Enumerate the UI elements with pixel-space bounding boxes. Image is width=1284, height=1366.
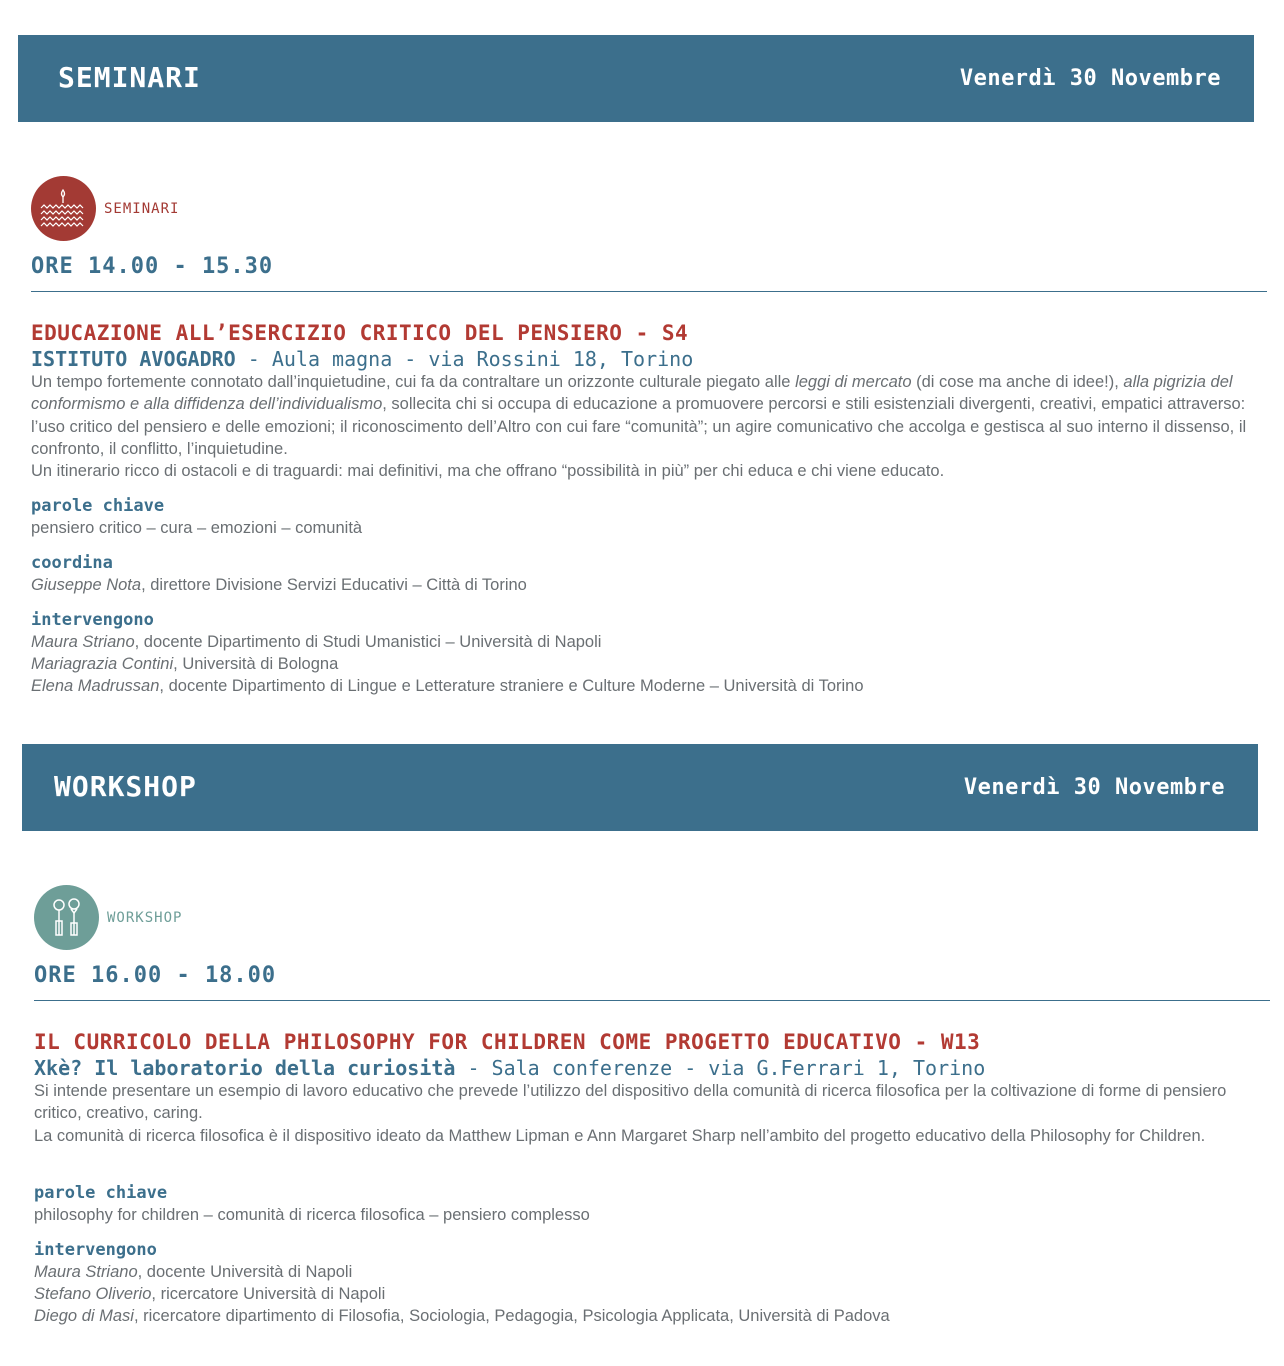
description-paragraph: Un tempo fortemente connotato dall’inquietudine, cui fa da contraltare un orizzonte culturale piegato alle leggi di mercato (di cose ma anche di idee!), alla pigrizia del conformismo e alla diffidenza dell’individualismo, sollecita chi si occupa di educazione a promuovere percorsi e stili esistenziali divergenti, creativi, empatici attraverso: l’uso critico del pensiero e delle emozioni; il riconoscimento dell’Altro con cui fare “comunità”; un agire comunicativo che accolga e gestisca al suo interno il dissenso, il confronto, il conflitto, l’inquietudine. xyxy=(31,373,1247,458)
tools-icon xyxy=(34,885,99,950)
speaker-item: Maura Striano, docente Dipartimento di Studi Umanistici – Università di Napoli xyxy=(31,633,602,651)
keywords-text: philosophy for children – comunità di ricerca filosofica – pensiero complesso xyxy=(34,1206,590,1224)
divider xyxy=(31,291,1267,292)
session-time: ORE 14.00 - 15.30 xyxy=(31,254,274,279)
speakers-list xyxy=(31,631,864,698)
category-label: WORKSHOP xyxy=(107,910,183,926)
workshop-header-band xyxy=(22,744,1258,831)
session-time: ORE 16.00 - 18.00 xyxy=(34,963,277,988)
coordinator-text xyxy=(31,574,527,596)
speaker-item: Maura Striano, docente Università di Napoli xyxy=(34,1263,353,1281)
speakers-label: intervengono xyxy=(31,610,154,630)
speaker-item: Diego di Masi, ricercatore dipartimento di Filosofia, Sociologia, Pedagogia, Psicologia Applicata, Università di Padova xyxy=(34,1307,890,1326)
section-date: Venerdì 30 Novembre xyxy=(963,775,1225,800)
coordinator-role: , direttore Divisione Servizi Educativi – Città di Torino xyxy=(141,576,527,594)
speakers-list xyxy=(34,1261,890,1328)
event-title: IL CURRICOLO DELLA PHILOSOPHY FOR CHILDREN COME PROGETTO EDUCATIVO - W13 xyxy=(34,1030,981,1054)
venue-name: Xkè? Il laboratorio della curiosità xyxy=(34,1056,456,1080)
coordinator-name: Giuseppe Nota xyxy=(31,576,142,594)
speaker-item: Stefano Oliverio, ricercatore Università di Napoli xyxy=(34,1285,386,1304)
crowd-flame-icon xyxy=(31,176,96,241)
keywords-label: parole chiave xyxy=(34,1183,168,1203)
event-description xyxy=(34,1080,1264,1147)
coordinator-label: coordina xyxy=(31,553,113,573)
section-title: SEMINARI xyxy=(58,61,201,94)
seminari-header-band xyxy=(18,35,1254,122)
section-title: WORKSHOP xyxy=(54,770,197,803)
description-paragraph: Un itinerario ricco di ostacoli e di traguardi: mai definitivi, ma che offrano “possibilità in più” per chi educa e chi viene educato. xyxy=(31,462,945,481)
keywords-label: parole chiave xyxy=(31,496,165,516)
speakers-label: intervengono xyxy=(34,1240,157,1260)
event-venue xyxy=(34,1056,985,1080)
divider xyxy=(34,1000,1270,1001)
venue-name: ISTITUTO AVOGADRO xyxy=(31,347,236,371)
venue-details: - Sala conferenze - via G.Ferrari 1, Torino xyxy=(455,1056,986,1080)
description-paragraph: Si intende presentare un esempio di lavoro educativo che prevede l’utilizzo del dispositivo della comunità di ricerca filosofica per la coltivazione di forme di pensiero critico, creativo, caring. xyxy=(34,1082,1227,1123)
event-venue xyxy=(31,347,693,371)
event-description xyxy=(31,371,1261,482)
section-date: Venerdì 30 Novembre xyxy=(959,66,1221,91)
speaker-item: Elena Madrussan, docente Dipartimento di Lingue e Letterature straniere e Culture Moderne – Università di Torino xyxy=(31,677,864,696)
category-label: SEMINARI xyxy=(104,201,180,217)
description-paragraph: La comunità di ricerca filosofica è il dispositivo ideato da Matthew Lipman e Ann Margaret Sharp nell’ambito del progetto educativo della Philosophy for Children. xyxy=(34,1126,1206,1145)
keywords-text: pensiero critico – cura – emozioni – comunità xyxy=(31,519,363,537)
event-title: EDUCAZIONE ALL’ESERCIZIO CRITICO DEL PENSIERO - S4 xyxy=(31,321,689,345)
venue-details: - Aula magna - via Rossini 18, Torino xyxy=(235,347,694,371)
speaker-item: Mariagrazia Contini, Università di Bologna xyxy=(31,655,339,674)
